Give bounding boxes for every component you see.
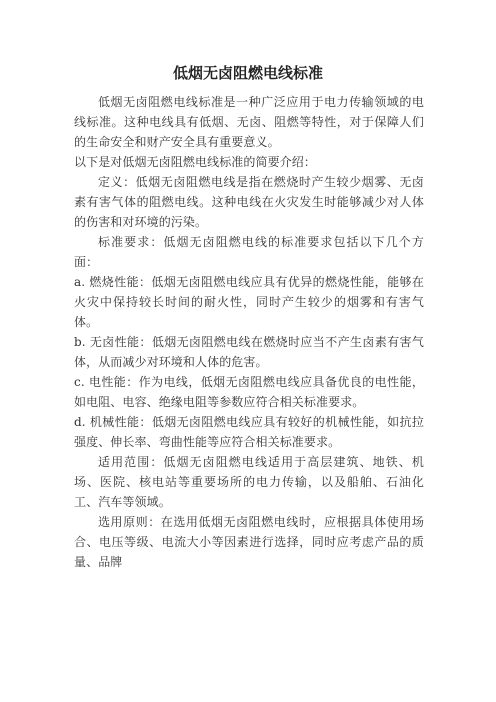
paragraph-scope: 适用范围：低烟无卤阻燃电线适用于高层建筑、地铁、机场、医院、核电站等重要场所的电力传输，以及船舶、石油化工、汽车等领域。 bbox=[74, 455, 424, 509]
paragraph-intro: 低烟无卤阻燃电线标准是一种广泛应用于电力传输领域的电线标准。这种电线具有低烟、无卤、阻燃等特性，对于保障人们的生命安全和财产安全具有重要意义。 bbox=[74, 95, 424, 149]
list-item-d: d. 机械性能：低烟无卤阻燃电线应具有较好的机械性能，如抗拉强度、伸长率、弯曲性能等应符合相关标准要求。 bbox=[74, 415, 424, 449]
list-item-a: a. 燃烧性能：低烟无卤阻燃电线应具有优异的燃烧性能，能够在火灾中保持较长时间的耐火性，同时产生较少的烟雾和有害气体。 bbox=[74, 275, 424, 329]
paragraph-overview: 以下是对低烟无卤阻燃电线标准的简要介绍： bbox=[74, 155, 317, 169]
list-item-b: b. 无卤性能：低烟无卤阻燃电线在燃烧时应当不产生卤素有害气体，从而减少对环境和人体的危害。 bbox=[74, 335, 424, 369]
list-item-c: c. 电性能：作为电线，低烟无卤阻燃电线应具备优良的电性能，如电阻、电容、绝缘电阻等参数应符合相关标准要求。 bbox=[74, 375, 424, 409]
paragraph-requirements: 标准要求：低烟无卤阻燃电线的标准要求包括以下几个方面： bbox=[74, 235, 424, 269]
paragraph-selection: 选用原则：在选用低烟无卤阻燃电线时，应根据具体使用场合、电压等级、电流大小等因素进行选择，同时应考虑产品的质量、品牌 bbox=[74, 515, 424, 569]
paragraph-definition: 定义：低烟无卤阻燃电线是指在燃烧时产生较少烟雾、无卤素有害气体的阻燃电线。这种电线在火灾发生时能够减少对人体的伤害和对环境的污染。 bbox=[74, 175, 424, 229]
document-title: 低烟无卤阻燃电线标准 bbox=[172, 64, 323, 82]
document-body bbox=[74, 92, 424, 572]
